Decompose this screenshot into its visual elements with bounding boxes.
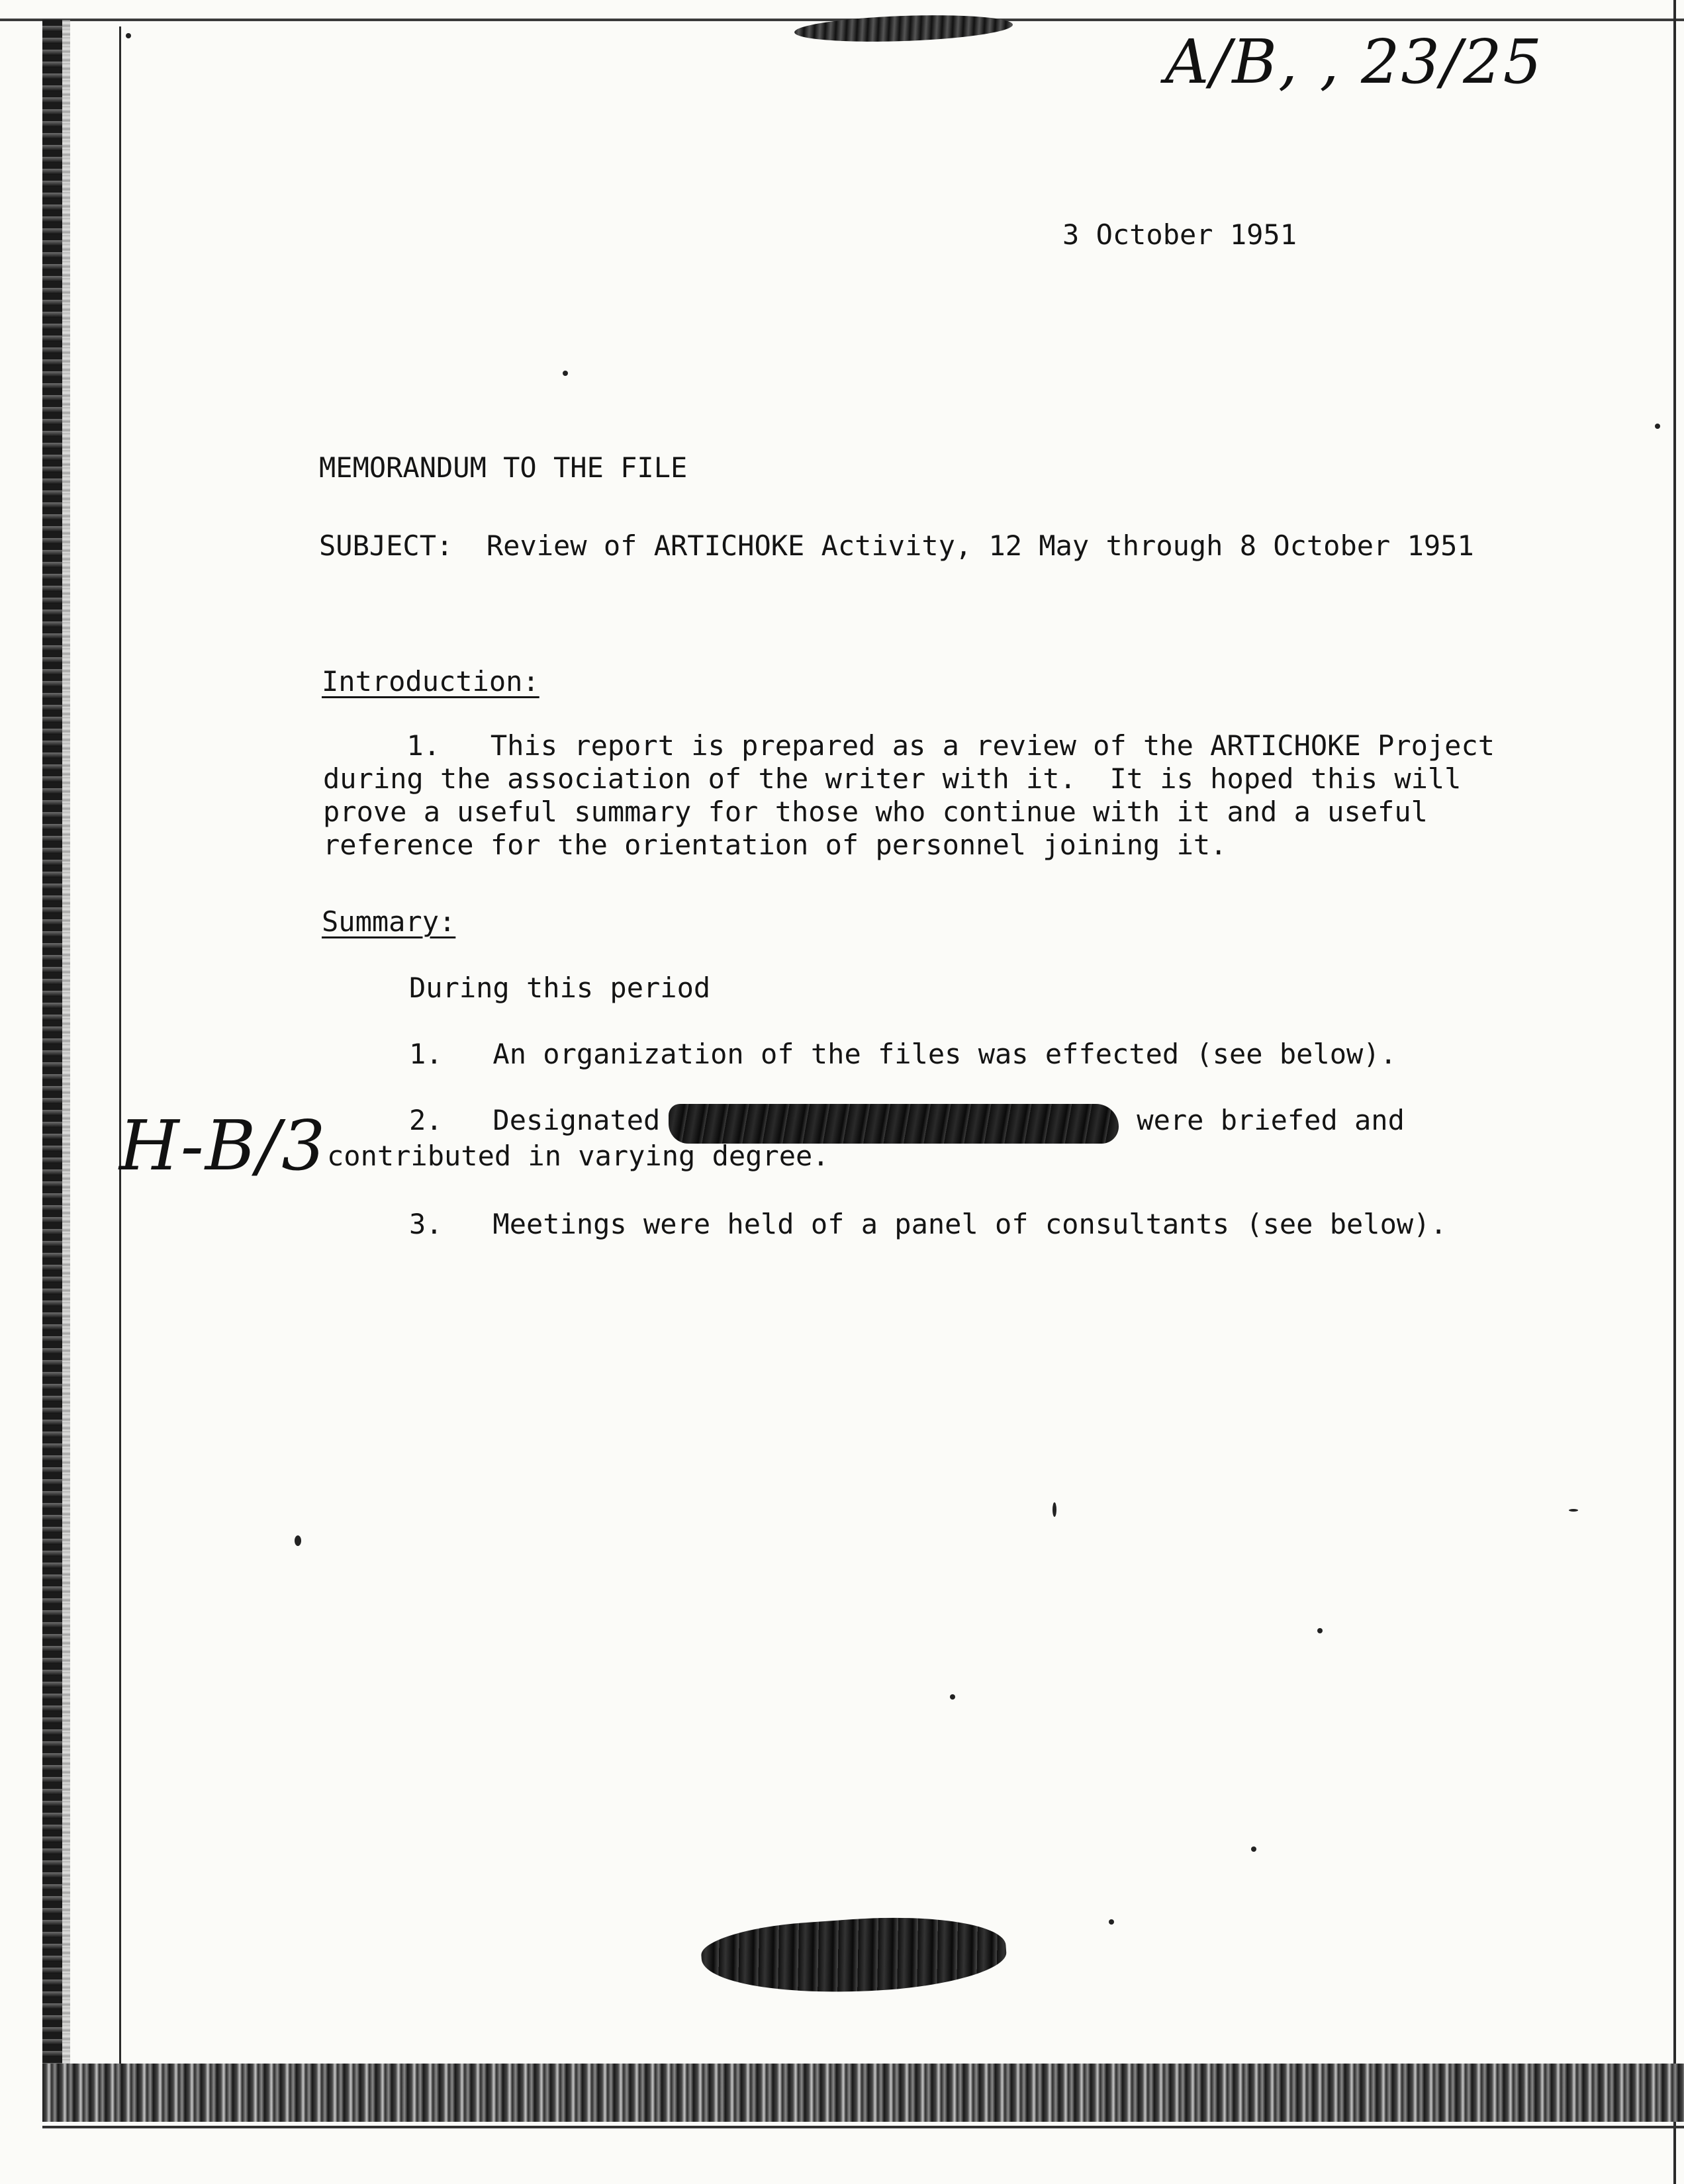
scan-edge-right xyxy=(1673,0,1676,2184)
scan-speck xyxy=(1109,1919,1114,1925)
summary-item-2-continuation: contributed in varying degree. xyxy=(327,1140,829,1172)
summary-item-3: 3. Meetings were held of a panel of consultants (see below). xyxy=(409,1208,1447,1240)
summary-item-1: 1. An organization of the files was effected (see below). xyxy=(409,1038,1397,1070)
memo-subject-line xyxy=(319,529,1474,563)
introduction-heading: Introduction: xyxy=(322,665,539,698)
scan-edge-bottom-line xyxy=(42,2126,1684,2128)
introduction-paragraph: 1. This report is prepared as a review of the ARTICHOKE Project during the association of the writer with it. It is hoped this will prove a useful summary for those who continue with it and a useful reference for the orientation of personnel joining it. xyxy=(323,729,1495,861)
scan-speck xyxy=(126,33,131,38)
scan-speck xyxy=(295,1535,301,1546)
memo-date: 3 October 1951 xyxy=(1062,218,1297,251)
summary-item-2-end: were briefed and xyxy=(1137,1104,1405,1136)
scan-edge-left-line xyxy=(119,26,121,2098)
scan-speck xyxy=(1569,1509,1578,1512)
scan-speck xyxy=(1251,1846,1256,1852)
handwritten-annotation-top: A/B, , 23/25 xyxy=(1165,26,1544,97)
subject-label: SUBJECT: xyxy=(319,529,453,562)
redaction-block xyxy=(669,1104,1119,1144)
scan-edge-left xyxy=(42,20,62,2098)
scan-speck xyxy=(1052,1502,1056,1517)
memo-heading: MEMORANDUM TO THE FILE xyxy=(319,451,688,484)
summary-lead: During this period xyxy=(409,972,711,1004)
summary-heading: Summary: xyxy=(322,905,456,938)
handwritten-annotation-margin: H-B/3 xyxy=(119,1105,327,1186)
redaction-mark-top xyxy=(794,12,1013,44)
scan-edge-bottom xyxy=(42,2064,1684,2122)
summary-item-2-start: 2. Designated xyxy=(409,1104,661,1136)
subject-text: Review of ARTICHOKE Activity, 12 May through 8 October 1951 xyxy=(486,529,1474,562)
scan-edge-left-inner xyxy=(62,20,70,2098)
scan-speck xyxy=(1655,424,1660,429)
redaction-mark-bottom xyxy=(700,1909,1009,2003)
scan-speck xyxy=(950,1694,955,1700)
scan-speck xyxy=(563,371,568,376)
scan-speck xyxy=(1317,1628,1323,1633)
